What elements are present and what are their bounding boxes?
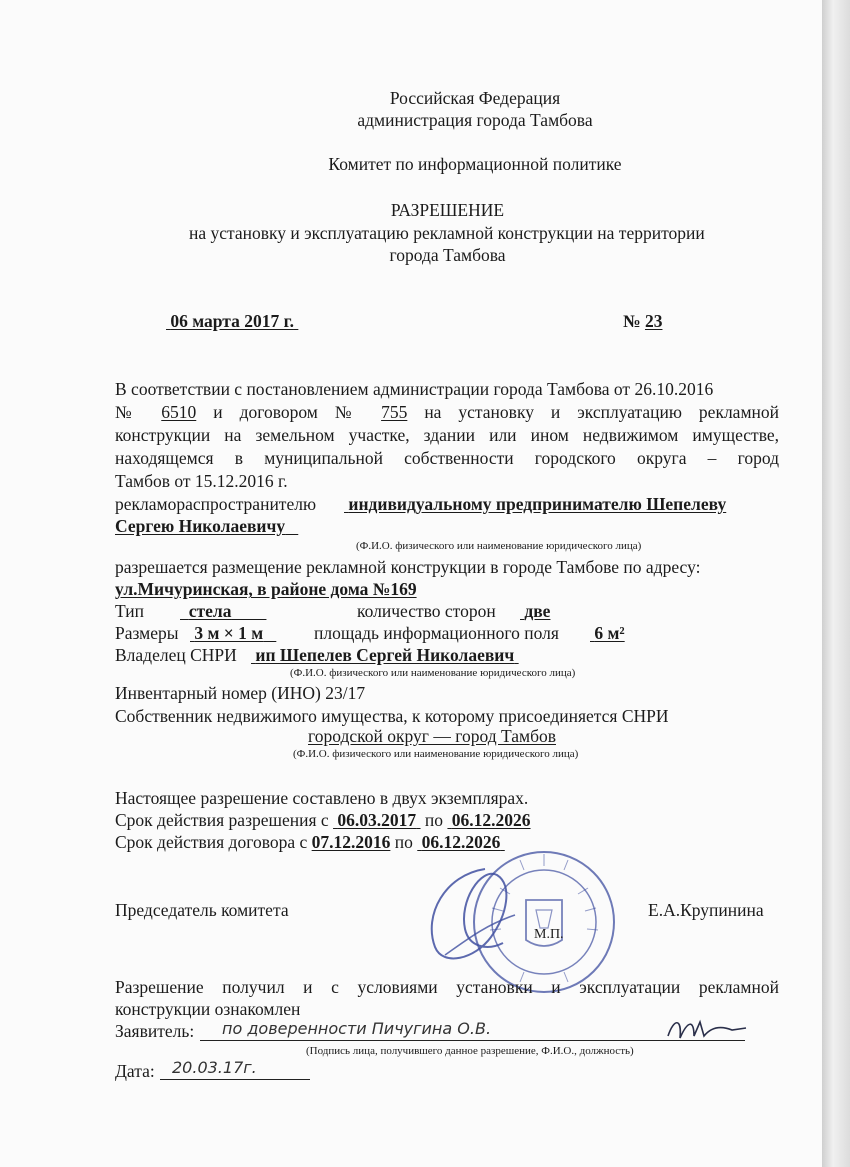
- date-line: [160, 1079, 310, 1080]
- area-value: 6 м²: [594, 623, 625, 643]
- size-label: Размеры: [115, 623, 179, 643]
- document-subtitle: на установку и эксплуатацию рекламной конструкции на территории: [189, 223, 705, 243]
- stamp-place-label: М.П.: [534, 927, 564, 942]
- document-date: 06 марта 2017 г.: [170, 311, 294, 331]
- distributor-label: рекламораспространителю: [115, 494, 317, 514]
- address-value: ул.Мичуринская, в районе дома №169: [115, 579, 417, 599]
- applicant-signature: [660, 1012, 750, 1048]
- chair-label: Председатель комитета: [115, 900, 289, 920]
- area-label: площадь информационного поля: [314, 623, 559, 643]
- applicant-label: Заявитель:: [115, 1021, 195, 1041]
- receipt-line: конструкции ознакомлен: [115, 999, 301, 1019]
- body-line: находящемся в муниципальной собственности городского округа – город: [115, 448, 779, 468]
- permit-term: Срок действия разрешения с 06.03.2017 по 06.12.2026: [115, 810, 531, 830]
- page-edge-shadow: [822, 0, 850, 1167]
- type-value: стела: [188, 601, 232, 621]
- document-subtitle-2: города Тамбова: [389, 245, 506, 265]
- distributor-value: индивидуальному предпринимателю Шепелеву: [348, 494, 727, 514]
- chair-name: Е.А.Крупинина: [648, 900, 764, 920]
- document-title: РАЗРЕШЕНИЕ: [390, 200, 505, 220]
- sides-value: две: [524, 601, 551, 621]
- body-line: Тамбов от 15.12.2016 г.: [115, 471, 288, 491]
- country-name: Российская Федерация: [389, 88, 561, 108]
- owner-value: ип Шепелев Сергей Николаевич: [255, 645, 515, 665]
- owner-label: Владелец СНРИ: [115, 645, 237, 665]
- distributor-value-2: Сергею Николаевичу: [115, 516, 286, 536]
- date-handwriting: 20.03.17г.: [172, 1058, 257, 1077]
- body-line: конструкции на земельном участке, здании или ином недвижимом имуществе,: [115, 425, 779, 445]
- sides-label: количество сторон: [357, 601, 496, 621]
- contract-term: Срок действия договора с 07.12.2016 по 06.12.2026: [115, 832, 501, 852]
- administration-name: администрация города Тамбова: [357, 110, 593, 130]
- applicant-handwriting: по доверенности Пичугина О.В.: [222, 1019, 492, 1038]
- chair-signature: [415, 855, 535, 975]
- body-line: № 6510 и договором № 755 на установку и эксплуатацию рекламной: [115, 402, 779, 422]
- field-hint: (Ф.И.О. физического или наименование юридического лица): [356, 540, 642, 552]
- field-hint: (Ф.И.О. физического или наименование юридического лица): [290, 667, 576, 679]
- property-owner-label: Собственник недвижимого имущества, к которому присоединяется СНРИ: [115, 706, 669, 726]
- inventory-number: Инвентарный номер (ИНО) 23/17: [115, 683, 366, 703]
- permit-line: разрешается размещение рекламной конструкции в городе Тамбове по адресу:: [115, 557, 701, 577]
- document-number: № 23: [623, 311, 663, 331]
- date-label: Дата:: [115, 1061, 155, 1081]
- body-line: В соответствии с постановлением администрации города Тамбова от 26.10.2016: [115, 379, 714, 399]
- copies-note: Настоящее разрешение составлено в двух экземплярах.: [115, 788, 529, 808]
- size-value: 3 м × 1 м: [194, 623, 264, 643]
- property-owner-value: городской округ — город Тамбов: [308, 726, 556, 746]
- receipt-line: Разрешение получил и с условиями установки и эксплуатации рекламной: [115, 977, 779, 997]
- field-hint: (Ф.И.О. физического или наименование юридического лица): [293, 748, 579, 760]
- applicant-hint: (Подпись лица, получившего данное разрешение, Ф.И.О., должность): [306, 1045, 634, 1057]
- committee-name: Комитет по информационной политике: [328, 154, 622, 174]
- type-label: Тип: [115, 601, 144, 621]
